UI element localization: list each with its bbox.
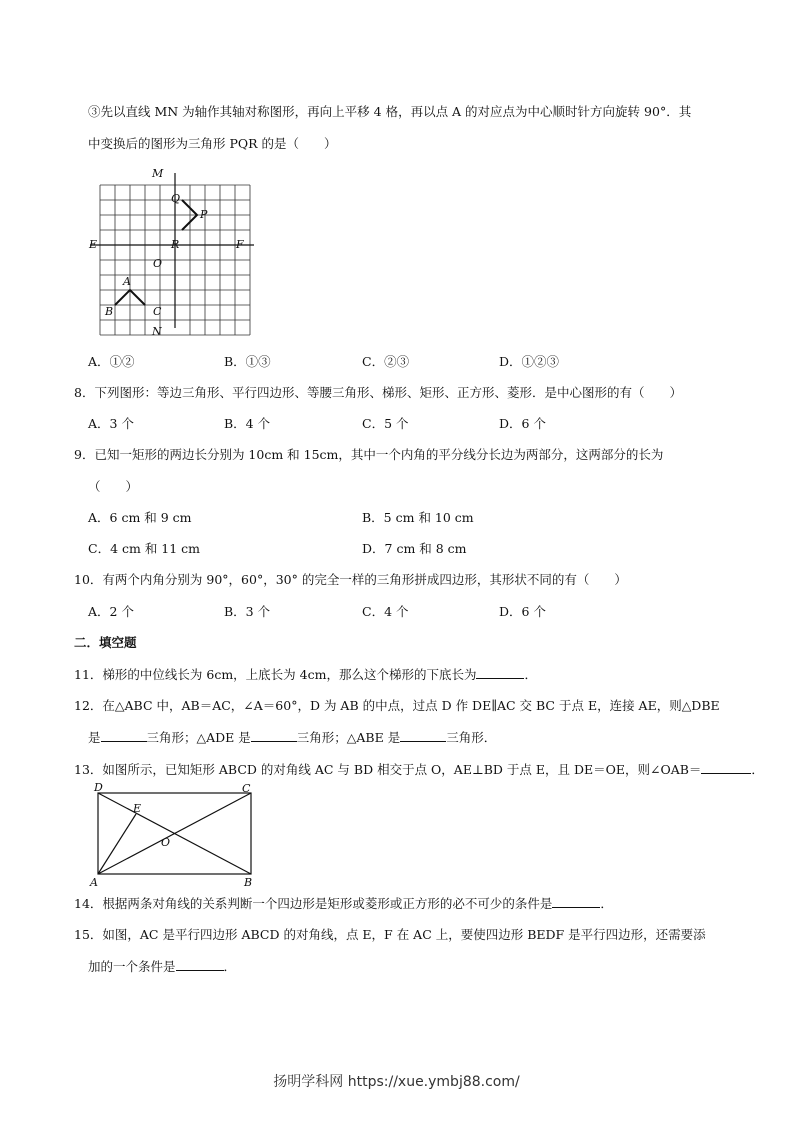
label-f: F [236,238,244,251]
q13-end: ． [751,762,764,777]
q7-option-c: C．②③ [362,354,410,369]
q9-line1: 9．已知一矩形的两边长分别为 10cm 和 15cm，其中一个内角的平分线分长边为两部分，这两部分的长为 [74,447,664,462]
q7-option-a: A．①② [88,354,135,369]
q12-answer-blank-2[interactable] [251,729,297,742]
q14-answer-blank[interactable] [552,895,600,908]
label-c: C [242,782,251,795]
label-a: A [123,275,131,288]
q9-option-c: C．4 cm 和 11 cm [88,541,201,556]
q10-option-b: B．3 个 [224,604,271,619]
q11-text: 11．梯形的中位线长为 6cm，上底长为 4cm，那么这个梯形的下底长为 [74,667,477,682]
q7-line2: 中变换后的图形为三角形 PQR 的是（ ） [88,136,337,151]
q10-option-d: D．6 个 [499,604,546,619]
q8-option-b: B．4 个 [224,416,271,431]
label-n: N [152,325,162,338]
footer-watermark: 扬明学科网 https://xue.ymbj88.com/ [273,1074,520,1090]
q8-option-c: C．5 个 [362,416,409,431]
q15-line2 [88,958,236,975]
label-e: E [133,802,142,815]
q8-option-a: A．3 个 [88,416,134,431]
segment-ae [98,814,136,874]
q9-option-d: D．7 cm 和 8 cm [362,541,467,556]
label-b: B [244,876,253,889]
q15-text: 加的一个条件是 [88,959,176,974]
q14-stem [74,895,613,912]
q13-text: 13．如图所示，已知矩形 ABCD 的对角线 AC 与 BD 相交于点 O，AE⊥BD 于点 E，且 DE＝OE，则∠OAB＝ [74,762,702,777]
q11-end: ． [524,667,537,682]
q12-text-c: 三角形；△ABE 是 [296,730,401,745]
q14-end: ． [600,896,613,911]
label-a: A [90,876,98,889]
q12-text-b: 三角形；△ADE 是 [146,730,251,745]
q9-line2: （ ） [88,479,139,494]
q12-text-d: 三角形． [446,730,497,745]
q14-text: 14．根据两条对角线的关系判断一个四边形是矩形或菱形或正方形的必不可少的条件是 [74,896,553,911]
q12-text-a: 是 [88,730,101,745]
q12-answer-blank-3[interactable] [400,729,446,742]
label-q: Q [171,192,181,205]
q11 [74,666,537,683]
q13-answer-blank[interactable] [701,761,751,774]
label-b: B [105,305,114,318]
label-d: D [94,781,103,794]
label-o: O [161,836,171,849]
q12-line2 [88,729,496,746]
q11-answer-blank[interactable] [476,666,524,679]
q10-option-a: A．2 个 [88,604,134,619]
q12-line1: 12．在△ABC 中，AB＝AC，∠A＝60°，D 为 AB 的中点，过点 D 作 DE∥AC 交 BC 于点 E，连接 AE，则△DBE [74,698,720,713]
q7-option-d: D．①②③ [499,354,560,369]
q10-option-c: C．4 个 [362,604,409,619]
section-heading-fill-in: 二．填空题 [74,635,137,650]
q13-stem [74,761,764,778]
q10-stem: 10．有两个内角分别为 90°，60°，30° 的完全一样的三角形拼成四边形，其形状不同的有（ ） [74,572,627,587]
q9-option-b: B．5 cm 和 10 cm [362,510,474,525]
q15-end: ． [223,959,237,974]
q7-option-b: B．①③ [224,354,271,369]
q12-answer-blank-1[interactable] [101,729,147,742]
q15-line1: 15．如图，AC 是平行四边形 ABCD 的对角线，点 E，F 在 AC 上，要使四边形 BEDF 是平行四边形，还需要添 [74,927,706,942]
label-c: C [153,305,162,318]
label-r: R [171,238,180,251]
label-p: P [200,208,208,221]
label-e: E [89,238,98,251]
q13-rectangle-figure [88,780,263,890]
q8-option-d: D．6 个 [499,416,546,431]
q9-option-a: A．6 cm 和 9 cm [88,510,192,525]
q7-line1: ③先以直线 MN 为轴作其轴对称图形，再向上平移 4 格，再以点 A 的对应点为中心顺时针方向旋转 90°．其 [88,104,692,119]
q8-stem: 8．下列图形：等边三角形、平行四边形、等腰三角形、梯形、矩形、正方形、菱形．是中心图形的有（ ） [74,385,682,400]
q15-answer-blank[interactable] [176,958,224,971]
label-o: O [153,257,163,270]
label-m: M [152,167,164,180]
q7-grid-figure [86,165,256,340]
